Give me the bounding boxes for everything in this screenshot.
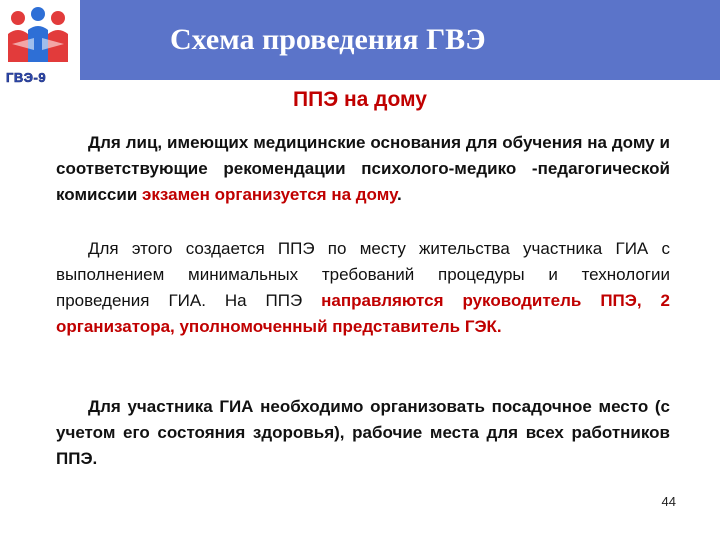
paragraph-text: Для лиц, имеющих медицинские основания для обучения на дому и соответствующие рекомендации психолого-медико -педагогической комиссии [56,133,670,204]
highlight-text: экзамен организуется на дому [142,185,398,204]
header-bar [0,0,720,80]
highlight-text: направляются руководитель ППЭ, 2 организатора, уполномоченный представитель ГЭК. [56,291,670,336]
paragraph-workplaces: Для участника ГИА необходимо организовать посадочное место (с учетом его состояния здоровья), рабочие места для всех работников ППЭ. [56,397,670,468]
paragraph-ppe-staff [56,236,670,340]
logo-caption: ГВЭ-9 [6,70,47,85]
section-subtitle: ППЭ на дому [293,88,427,111]
logo [0,0,80,100]
people-figures-logo-icon [4,4,72,68]
paragraph-home-exam [56,130,670,208]
page-number: 44 [661,494,676,509]
paragraph-text: Для этого создается ППЭ по месту жительства участника ГИА с выполнением минимальных требований процедуры и технологии проведения ГИА. На ППЭ [56,239,670,310]
page-title: Схема проведения ГВЭ [170,23,486,56]
paragraph-text-end: . [397,185,402,204]
